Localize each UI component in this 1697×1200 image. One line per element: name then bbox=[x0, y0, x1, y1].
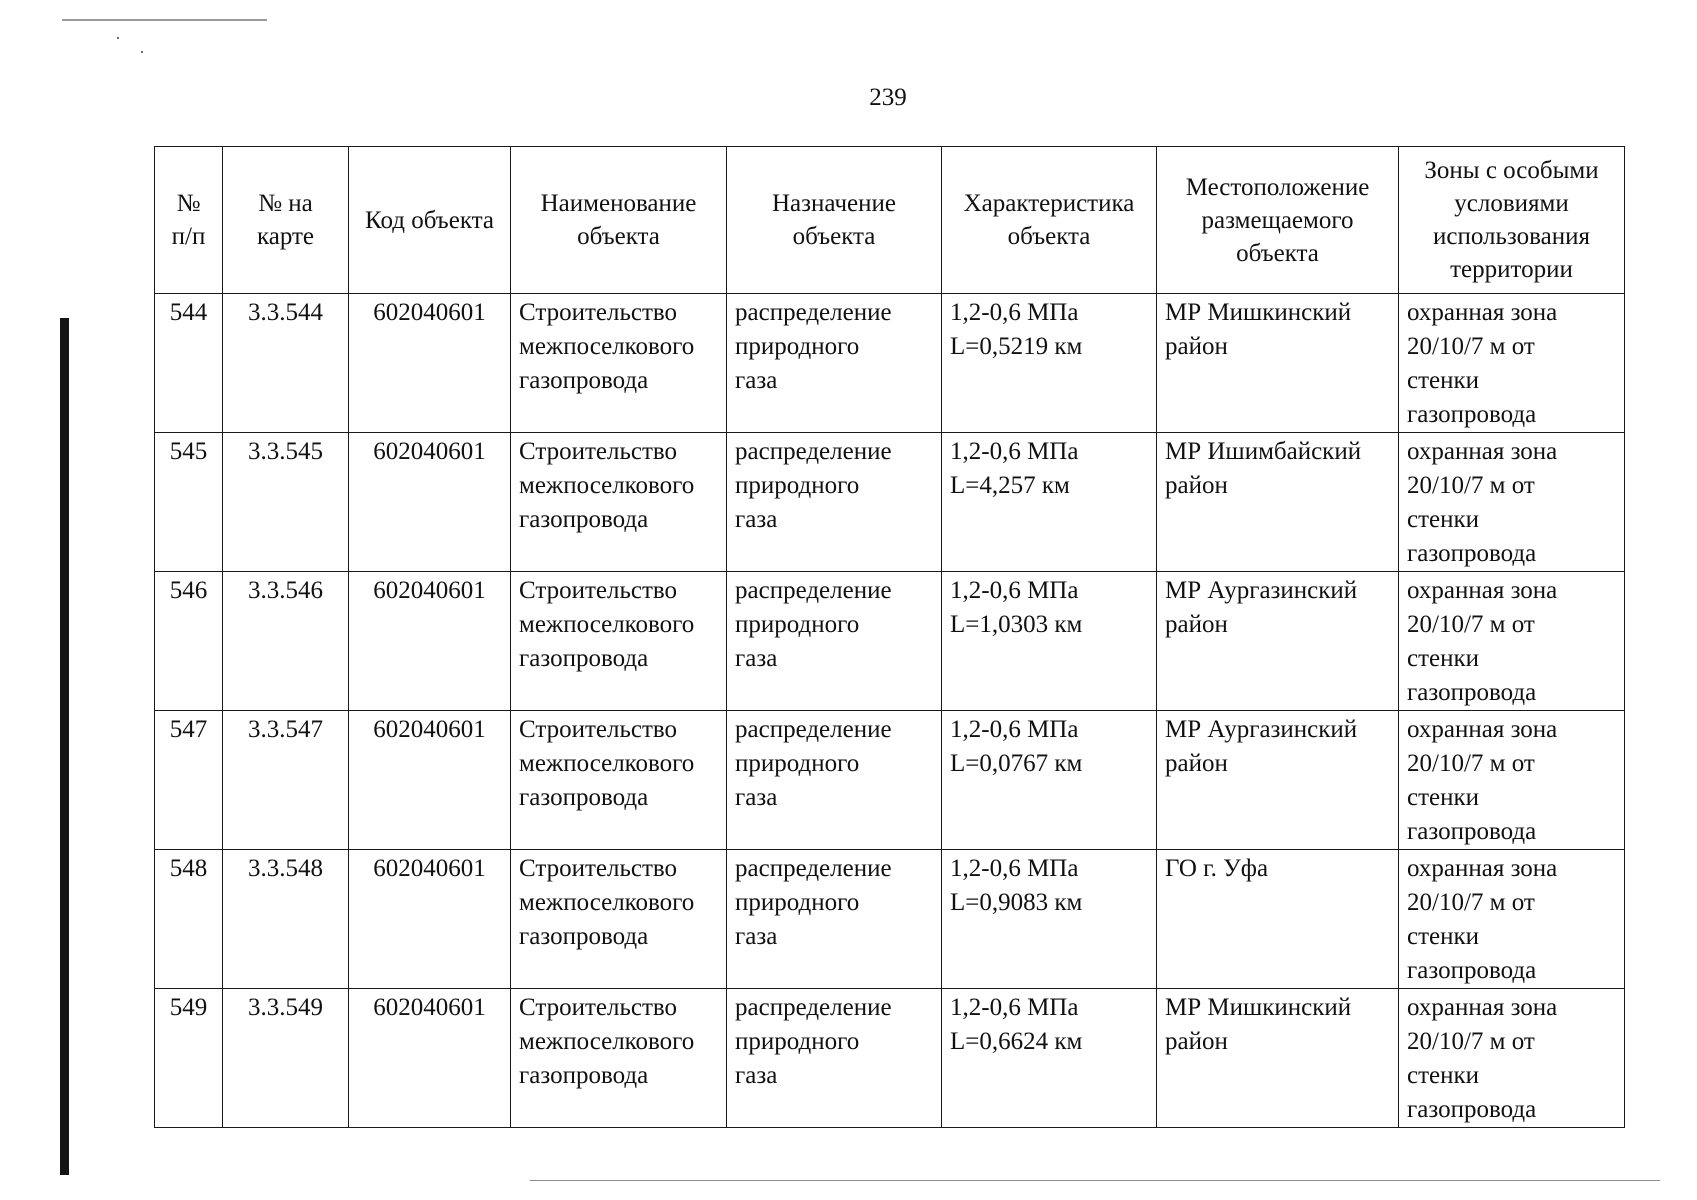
header-row-number: № п/п bbox=[155, 147, 223, 294]
cell-object-name: Строительство межпоселкового газопровода bbox=[511, 294, 727, 433]
header-object-code: Код объекта bbox=[349, 147, 511, 294]
cell-object-characteristics: 1,2-0,6 МПа L=0,0767 км bbox=[942, 711, 1157, 850]
header-special-zones: Зоны с особыми условиями использования территории bbox=[1399, 147, 1625, 294]
cell-object-location: МР Аургазинский район bbox=[1157, 572, 1399, 711]
table-row bbox=[155, 850, 1625, 989]
cell-object-characteristics: 1,2-0,6 МПа L=0,5219 км bbox=[942, 294, 1157, 433]
scan-speck bbox=[117, 37, 119, 39]
table-row bbox=[155, 572, 1625, 711]
cell-map-number: 3.3.546 bbox=[223, 572, 349, 711]
cell-row-number: 548 bbox=[155, 850, 223, 989]
cell-object-purpose: распределение природного газа bbox=[727, 850, 942, 989]
cell-row-number: 549 bbox=[155, 989, 223, 1128]
cell-object-location: МР Мишкинский район bbox=[1157, 294, 1399, 433]
cell-special-zones: охранная зона 20/10/7 м от стенки газопровода bbox=[1399, 294, 1625, 433]
header-object-location: Местоположение размещаемого объекта bbox=[1157, 147, 1399, 294]
cell-row-number: 547 bbox=[155, 711, 223, 850]
cell-object-location: МР Мишкинский район bbox=[1157, 989, 1399, 1128]
scan-edge-bar bbox=[60, 318, 69, 1175]
cell-map-number: 3.3.548 bbox=[223, 850, 349, 989]
cell-object-purpose: распределение природного газа bbox=[727, 572, 942, 711]
cell-object-characteristics: 1,2-0,6 МПа L=4,257 км bbox=[942, 433, 1157, 572]
table-header-row bbox=[155, 147, 1625, 294]
cell-map-number: 3.3.545 bbox=[223, 433, 349, 572]
cell-special-zones: охранная зона 20/10/7 м от стенки газопровода bbox=[1399, 433, 1625, 572]
cell-row-number: 545 bbox=[155, 433, 223, 572]
cell-object-name: Строительство межпоселкового газопровода bbox=[511, 711, 727, 850]
cell-object-purpose: распределение природного газа bbox=[727, 711, 942, 850]
objects-table bbox=[154, 146, 1625, 1128]
cell-map-number: 3.3.549 bbox=[223, 989, 349, 1128]
cell-object-code: 602040601 bbox=[349, 572, 511, 711]
page-number: 239 bbox=[869, 84, 907, 111]
cell-object-name: Строительство межпоселкового газопровода bbox=[511, 572, 727, 711]
header-object-purpose: Назначение объекта bbox=[727, 147, 942, 294]
scan-speck bbox=[141, 51, 143, 53]
header-object-characteristics: Характеристика объекта bbox=[942, 147, 1157, 294]
cell-object-code: 602040601 bbox=[349, 850, 511, 989]
cell-object-name: Строительство межпоселкового газопровода bbox=[511, 989, 727, 1128]
cell-row-number: 546 bbox=[155, 572, 223, 711]
cell-object-characteristics: 1,2-0,6 МПа L=0,6624 км bbox=[942, 989, 1157, 1128]
cell-object-code: 602040601 bbox=[349, 989, 511, 1128]
table-row bbox=[155, 989, 1625, 1128]
cell-object-characteristics: 1,2-0,6 МПа L=1,0303 км bbox=[942, 572, 1157, 711]
cell-special-zones: охранная зона 20/10/7 м от стенки газопровода bbox=[1399, 711, 1625, 850]
table-row bbox=[155, 294, 1625, 433]
cell-object-location: МР Ишимбайский район bbox=[1157, 433, 1399, 572]
header-map-number: № на карте bbox=[223, 147, 349, 294]
cell-special-zones: охранная зона 20/10/7 м от стенки газопровода bbox=[1399, 850, 1625, 989]
cell-object-name: Строительство межпоселкового газопровода bbox=[511, 850, 727, 989]
cell-object-characteristics: 1,2-0,6 МПа L=0,9083 км bbox=[942, 850, 1157, 989]
cell-object-location: МР Аургазинский район bbox=[1157, 711, 1399, 850]
table-row bbox=[155, 711, 1625, 850]
cell-object-code: 602040601 bbox=[349, 433, 511, 572]
cell-object-name: Строительство межпоселкового газопровода bbox=[511, 433, 727, 572]
cell-object-purpose: распределение природного газа bbox=[727, 433, 942, 572]
table-row bbox=[155, 433, 1625, 572]
header-object-name: Наименование объекта bbox=[511, 147, 727, 294]
cell-object-location: ГО г. Уфа bbox=[1157, 850, 1399, 989]
cell-map-number: 3.3.544 bbox=[223, 294, 349, 433]
cell-object-code: 602040601 bbox=[349, 294, 511, 433]
scan-line-top bbox=[62, 19, 267, 21]
cell-special-zones: охранная зона 20/10/7 м от стенки газопровода bbox=[1399, 572, 1625, 711]
cell-object-purpose: распределение природного газа bbox=[727, 989, 942, 1128]
cell-object-code: 602040601 bbox=[349, 711, 511, 850]
cell-special-zones: охранная зона 20/10/7 м от стенки газопровода bbox=[1399, 989, 1625, 1128]
cell-map-number: 3.3.547 bbox=[223, 711, 349, 850]
cell-object-purpose: распределение природного газа bbox=[727, 294, 942, 433]
scan-line-bottom bbox=[530, 1180, 1660, 1181]
cell-row-number: 544 bbox=[155, 294, 223, 433]
